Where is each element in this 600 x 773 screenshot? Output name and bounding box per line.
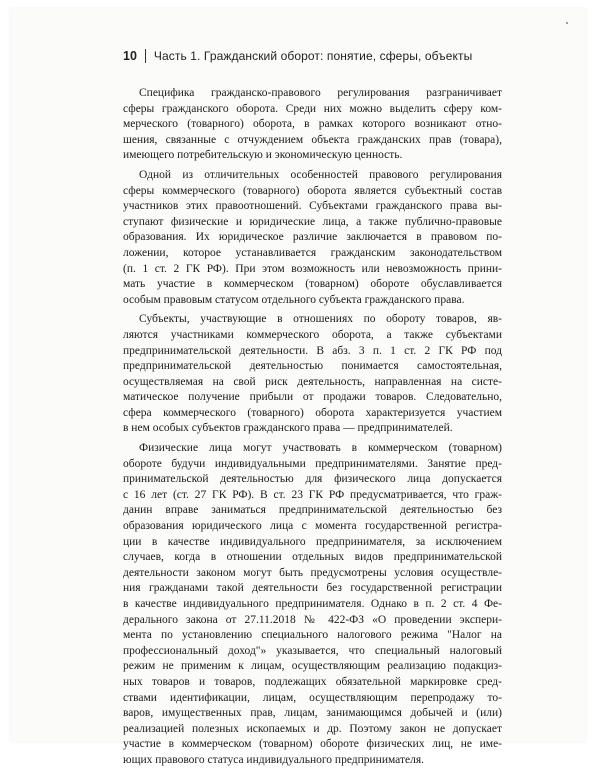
paragraph xyxy=(123,168,502,308)
text-line: мать участие в коммерческом (товарном) обороте обуславливается xyxy=(123,278,502,291)
text-line: ющих правового статуса индивидуального предпринимателя. xyxy=(123,753,425,766)
paragraph xyxy=(123,441,502,768)
text-line: Субъекты, участвующие в отношениях по обороту товаров, яв- xyxy=(139,313,502,326)
text-line: образования юридического лица с момента государственной регистра- xyxy=(123,520,502,533)
text-line: шения, связанные с отчуждением объекта гражданских прав (товара), xyxy=(123,133,502,146)
running-title: Часть 1. Гражданский оборот: понятие, сферы, объекты xyxy=(153,49,473,63)
text-line: ступают физические и юридические лица, а также публично-правовые xyxy=(123,215,502,228)
text-line: варов, имущественных прав, лицам, занимающимся добычей и (или) xyxy=(123,707,502,720)
text-line: матическое получение прибыли от продажи товаров. Следовательно, xyxy=(123,391,502,404)
text-line: образования. Их юридическое различие заключается в правовом по- xyxy=(123,231,502,244)
text-line: предпринимательской деятельностью понимается самостоятельная, xyxy=(123,360,502,373)
text-line: имеющего потребительскую и экономическую ценность. xyxy=(123,149,403,162)
text-line: ции в качестве индивидуального предпринимателя, за исключением xyxy=(123,535,502,548)
text-line: ложении, которое устанавливается гражданским законодательством xyxy=(123,246,502,259)
text-line: в качестве индивидуального предпринимателя. Однако в п. 2 ст. 4 Фе- xyxy=(123,598,502,610)
text-line: принимательской деятельностью для физического лица допускается xyxy=(123,473,502,486)
text-line: в нем особых субъектов гражданского права — предпринимателей. xyxy=(123,422,453,435)
running-header xyxy=(123,49,503,63)
text-line: реализацией полезных ископаемых и др. Поэтому закон не допускает xyxy=(123,722,502,735)
text-line: Одной из отличительных особенностей правового регулирования xyxy=(139,168,502,181)
text-line: участие в коммерческом (товарном) обороте физических лиц, не име- xyxy=(123,738,502,751)
header-separator xyxy=(145,49,146,63)
paragraph xyxy=(123,312,502,437)
text-line: Физические лица могут участвовать в коммерческом (товарном) xyxy=(139,442,502,455)
text-line: ляются участниками коммерческого оборота, а также субъектами xyxy=(123,328,502,341)
text-line: мента по установлению специального налогового режима "Налог на xyxy=(123,629,502,642)
text-line: дерального закона от 27.11.2018 № 422-ФЗ «О проведении экспери- xyxy=(123,613,502,626)
text-line: сфера коммерческого (товарного) оборота характеризуется участием xyxy=(123,406,502,419)
text-line: участников этих правоотношений. Субъектами гражданского права вы- xyxy=(123,200,502,213)
text-line: профессиональный доход"» указывается, что специальный налоговый xyxy=(123,644,502,657)
text-line: деятельности законом могут быть предусмотрены условия осуществле- xyxy=(123,566,502,579)
body-text xyxy=(123,86,502,773)
text-line: данин вправе заниматься предпринимательской деятельностью без xyxy=(123,504,502,517)
paragraph xyxy=(123,86,502,164)
corner-mark xyxy=(566,22,568,24)
text-line: особым правовым статусом отдельного субъекта гражданского права. xyxy=(123,293,465,306)
text-line: случаев, когда в отношении отдельных видов предпринимательской xyxy=(123,551,502,564)
text-line: предпринимательской деятельности. В абз. 3 п. 1 ст. 2 ГК РФ под xyxy=(123,344,502,357)
text-line: сферы гражданского оборота. Среди них можно выделить сферу ком- xyxy=(123,102,502,115)
text-line: ных товаров и товаров, подлежащих обязательной маркировке сред- xyxy=(123,675,502,688)
text-line: (п. 1 ст. 2 ГК РФ). При этом возможность или невозможность прини- xyxy=(123,262,502,275)
text-line: Специфика гражданско-правового регулирования разграничивает xyxy=(139,87,502,99)
text-line: сферы коммерческого (товарного) оборота является субъектный состав xyxy=(123,184,502,197)
text-line: ствами идентификации, лицам, осуществляющим перепродажу то- xyxy=(123,691,502,704)
text-line: обороте будучи индивидуальными предпринимателями. Занятие пред- xyxy=(123,457,502,470)
text-line: с 16 лет (ст. 27 ГК РФ). В ст. 23 ГК РФ предусматривается, что граж- xyxy=(123,488,502,501)
book-page xyxy=(10,8,586,766)
text-line: ния гражданами такой деятельности без государственной регистрации xyxy=(123,582,502,595)
text-line: режим не применим к лицам, осуществляющим реализацию подакциз- xyxy=(123,660,502,673)
text-line: мерческого (товарного) оборота, в рамках которого возникают отно- xyxy=(123,118,502,131)
text-line: осуществляемая на свой риск деятельность, направленная на систе- xyxy=(123,375,502,388)
page-number: 10 xyxy=(123,49,137,63)
